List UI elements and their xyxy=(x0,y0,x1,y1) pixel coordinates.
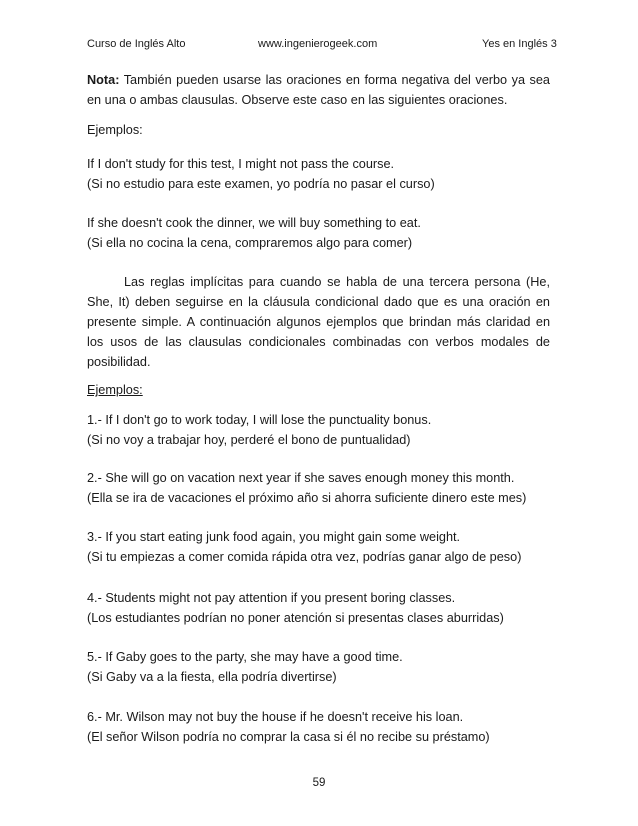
note-text: También pueden usarse las oraciones en forma negativa del verbo ya sea en una o ambas clausulas. Observe este caso en las siguientes oraciones. xyxy=(87,73,550,107)
numbered-example-2-english: 2.- She will go on vacation next year if she saves enough money this month. xyxy=(87,471,515,485)
example-1-english: If I don't study for this test, I might not pass the course. xyxy=(87,157,395,171)
numbered-example-2-spanish: (Ella se ira de vacaciones el próximo año si ahorra suficiente dinero este mes) xyxy=(87,491,527,505)
page-number: 59 xyxy=(312,777,326,789)
numbered-example-4-spanish: (Los estudiantes podrían no poner atención si presentas clases aburridas) xyxy=(87,611,504,625)
numbered-example-1-spanish: (Si no voy a trabajar hoy, perderé el bono de puntualidad) xyxy=(87,433,411,447)
note-paragraph xyxy=(87,70,550,110)
header-website-url: www.ingenierogeek.com xyxy=(258,38,378,50)
header-course-title: Curso de Inglés Alto xyxy=(87,38,186,50)
numbered-example-3-spanish: (Si tu empiezas a comer comida rápida otra vez, podrías ganar algo de peso) xyxy=(87,550,522,564)
numbered-example-5-spanish: (Si Gaby va a la fiesta, ella podría divertirse) xyxy=(87,670,337,684)
numbered-example-5-english: 5.- If Gaby goes to the party, she may have a good time. xyxy=(87,650,403,664)
numbered-example-3-english: 3.- If you start eating junk food again, you might gain some weight. xyxy=(87,530,461,544)
numbered-example-4-english: 4.- Students might not pay attention if you present boring classes. xyxy=(87,591,456,605)
rules-paragraph: Las reglas implícitas para cuando se habla de una tercera persona (He, She, It) deben seguirse en la cláusula condicional dado que es una oración en presente simple. A continuación algunos ejemplos que brindan más claridad en los usos de las clausulas condicionales combinadas con verbos modales de posibilidad. xyxy=(87,275,550,369)
example-1-spanish: (Si no estudio para este examen, yo podría no pasar el curso) xyxy=(87,177,435,191)
examples-heading-2: Ejemplos: xyxy=(87,383,143,397)
example-2-spanish: (Si ella no cocina la cena, compraremos algo para comer) xyxy=(87,236,413,250)
numbered-example-1-english: 1.- If I don't go to work today, I will lose the punctuality bonus. xyxy=(87,413,432,427)
numbered-example-6-english: 6.- Mr. Wilson may not buy the house if he doesn't receive his loan. xyxy=(87,710,464,724)
numbered-example-6-spanish: (El señor Wilson podría no comprar la casa si él no recibe su préstamo) xyxy=(87,730,490,744)
note-label: Nota: xyxy=(87,73,120,87)
examples-heading-1: Ejemplos: xyxy=(87,123,143,137)
example-2-english: If she doesn't cook the dinner, we will buy something to eat. xyxy=(87,216,421,230)
header-level: Yes en Inglés 3 xyxy=(482,38,557,50)
